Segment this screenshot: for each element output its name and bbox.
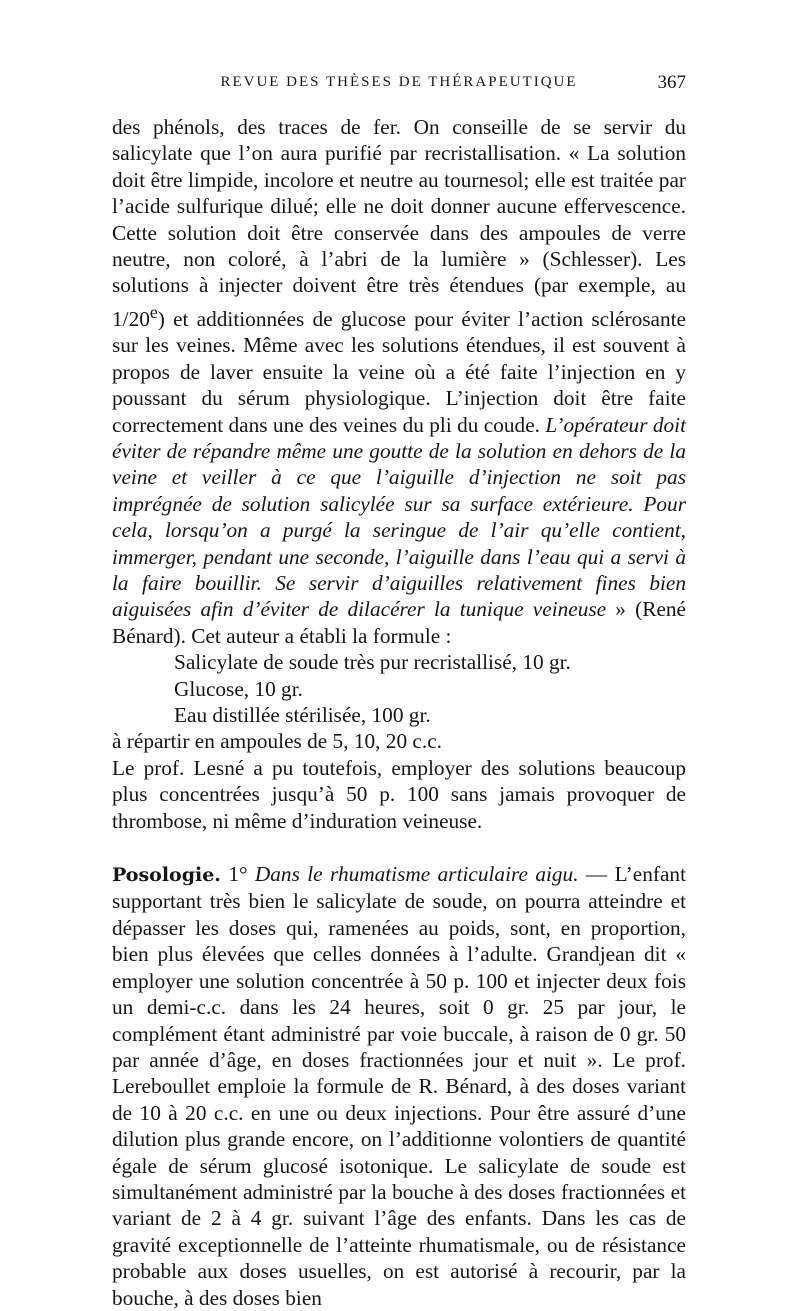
paragraph-lesne: Le prof. Lesné a pu toutefois, employer des solutions beaucoup plus concentrées jusqu’à 50 p. 100 sans jamais provoquer de thrombose, ni même d’induration veineuse. xyxy=(112,755,686,833)
section-text: — L’enfant supportant très bien le salicylate de soude, on pourra atteindre et dépasser les doses qui, ramenées au poids, sont, en proportion, bien plus élevées que celles données à l’adulte. Grandjean dit « employer une solution concentrée à 50 p. 100 et injecter deux fois un demi-c.c. dans les 24 heures, soit 0 gr. 25 par jour, le complément étant administré par voie buccale, à raison de 0 gr. 50 par année d’âge, en doses fractionnées jour et nuit ». Le prof. Lereboullet emploie la formule de R. Bénard, à des doses variant de 10 à 20 c.c. en une ou deux injections. Pour être assuré d’une dilution plus grande encore, on l’additionne volontiers de quantité égale de sérum glucosé isotonique. Le salicylate de soude est simultanément administré par la bouche à des doses fractionnées et variant de 2 à 4 gr. suivant l’âge des enfants. Dans les cas de gravité exceptionnelle de l’atteinte rhumatismale, ou de résistance probable aux doses usuelles, on est autorisé à recourir, par la bouche, à des doses bien xyxy=(112,862,686,1310)
formula-block xyxy=(112,649,686,755)
paragraph-text: des phénols, des traces de fer. On conseille de se servir du salicylate que l’on aura purifié par recristallisation. « La solution doit être limpide, incolore et neutre au tournesol; elle est traitée par l’acide sulfurique dilué; elle ne doit donner aucune effervescence. Cette solution doit être conservée dans des ampoules de verre neutre, non coloré, à l’abri de la lumière » (Schlesser). Les solutions à injecter doivent être très étendues (par exemple, au 1/20 xyxy=(112,115,686,331)
formula-line: à répartir en ampoules de 5, 10, 20 c.c. xyxy=(112,729,442,754)
running-header xyxy=(112,74,686,104)
paragraph-text: » (René Bénard). Cet auteur a établi la formule : xyxy=(112,597,686,648)
formula-line: Eau distillée stérilisée, 100 gr. xyxy=(174,703,431,728)
running-title: REVUE DES THÈSES DE THÉRAPEUTIQUE xyxy=(220,74,578,90)
paragraph-text: ) et additionnées de glucose pour éviter l’action sclérosante sur les veines. Même avec les solutions étendues, il est souvent à propos de laver ensuite la veine où a été faite l’injection en y poussant du sérum physiologique. L’injection doit être faite correctement dans une des veines du pli du coude. xyxy=(112,306,686,437)
section-subtitle: Dans le rhumatisme articulaire aigu. xyxy=(247,862,579,887)
page-body xyxy=(112,114,686,1311)
italic-quote: L’opérateur doit éviter de répandre même une goutte de la solution en dehors de la veine et veiller à ce que l’aiguille d’injection ne soit pas imprégnée de solution salicylée sur sa surface extérieure. Pour cela, lorsqu’on a purgé la seringue de l’air qu’elle contient, immerger, pendant une seconde, l’aiguille dans l’eau qui a servi à la faire bouillir. Se servir d’aiguilles relativement fines bien aiguisées afin d’éviter de dilacérer la tunique veineuse xyxy=(112,412,687,622)
section-posologie xyxy=(112,861,686,1311)
section-number: 1° xyxy=(220,862,248,887)
section-heading: Posologie. xyxy=(112,864,221,887)
formula-line: Salicylate de soude très pur recristallisé, 10 gr. xyxy=(174,650,571,675)
page-number: 367 xyxy=(657,72,686,93)
formula-line: Glucose, 10 gr. xyxy=(174,676,303,701)
paragraph-injection-technique xyxy=(112,114,686,649)
superscript: e xyxy=(149,301,158,322)
